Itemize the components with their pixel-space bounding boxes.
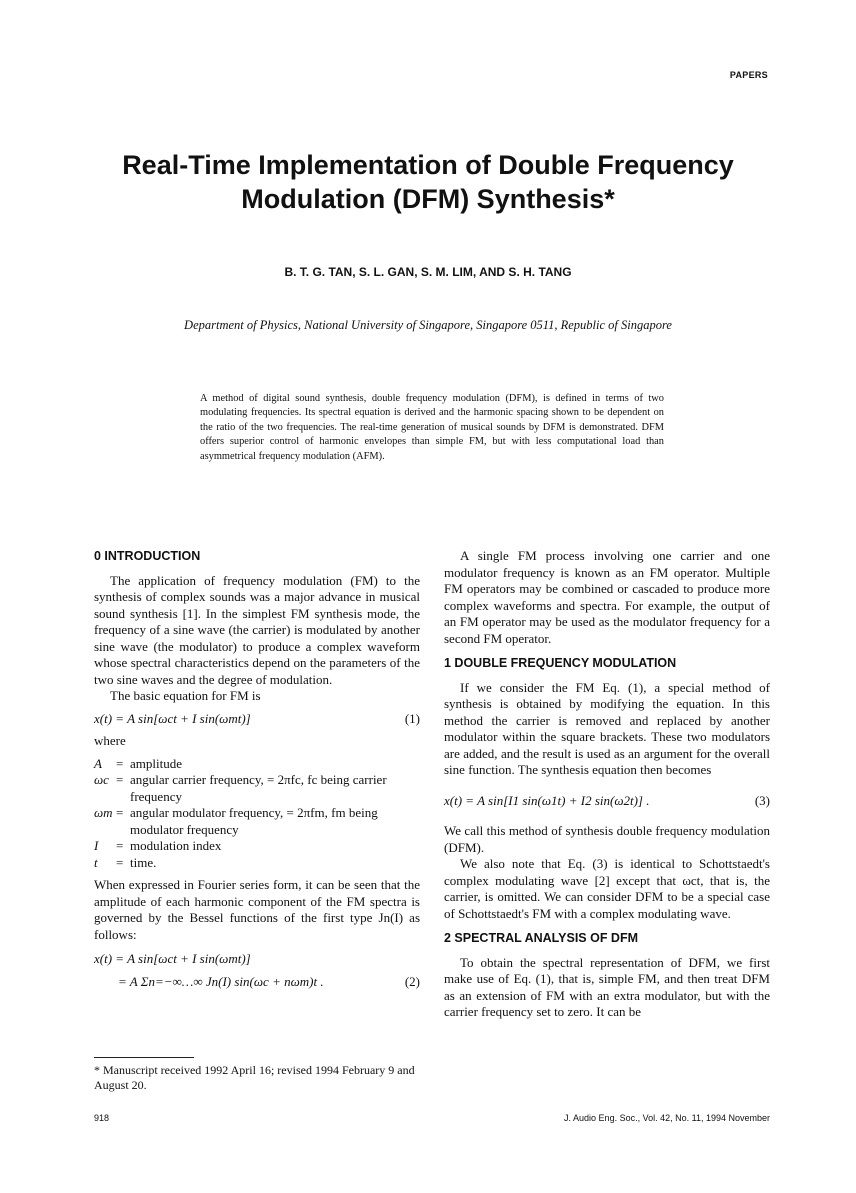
definition-symbol: ωm: [94, 805, 113, 820]
intro-paragraph-1: The application of frequency modulation (FM) to the synthesis of complex sounds was a major advance in musical sound synthesis [1]. In the simplest FM synthesis mode, the frequency of a sine wave (the carrier) is modulated by another sine wave (the modulator) to produce a complex waveform whose spectral characteristics depend on the parameters of the two sine waves and the degree of modulation.: [94, 572, 420, 687]
equation-3-number: (3): [754, 792, 770, 808]
right-column: [444, 548, 770, 1021]
definition-item: [94, 756, 420, 773]
equation-2a: [94, 951, 420, 968]
definition-symbol: t: [94, 854, 98, 870]
definition-equals: =: [116, 755, 124, 771]
equation-1-number: (1): [404, 710, 420, 726]
definition-text: modulation index: [130, 838, 222, 853]
equation-1: [94, 711, 420, 728]
intro-paragraph-2: The basic equation for FM is: [110, 688, 261, 703]
right-paragraph-1: A single FM process involving one carrier and one modulator frequency is known as an FM operator. Multiple FM operators may be combined or cascaded to produce more complex waveforms and spectra. For example, the output of an FM operator may be used as the modulator frequency for a second FM operator.: [444, 548, 770, 646]
definition-text: angular modulator frequency, = 2πfm, fm being modulator frequency: [130, 805, 378, 837]
definition-item: [94, 855, 420, 872]
definition-equals: =: [116, 805, 124, 820]
section-heading-spectral: 2 SPECTRAL ANALYSIS OF DFM: [444, 931, 639, 945]
footnote-rule: [94, 1057, 194, 1058]
dfm-paragraph-3: We also note that Eq. (3) is identical to Schottstaedt's complex modulating wave [2] except that ωct, that is, the carrier, is omitted. We can consider DFM to be a special case of Schottstaedt's FM with a complex modulating wave.: [444, 856, 770, 921]
section-heading-dfm: 1 DOUBLE FREQUENCY MODULATION: [444, 656, 677, 670]
equation-2b-body: = A Σn=−∞…∞ Jn(I) sin(ωc + nωm)t .: [118, 973, 324, 989]
section-heading-introduction: 0 INTRODUCTION: [94, 549, 201, 563]
definition-symbol: I: [94, 838, 99, 853]
title-line-2: Modulation (DFM) Synthesis*: [241, 184, 615, 214]
dfm-paragraph-1: If we consider the FM Eq. (1), a special method of synthesis is obtained by modifying the equation. In this method the carrier is removed and replaced by another modulator within the square brackets. These two modulators are added, and the result is used as an argument for the overall sine function. The synthesis equation then becomes: [444, 679, 770, 777]
definition-item: [94, 805, 420, 838]
affiliation: Department of Physics, National University of Singapore, Singapore 0511, Republic of Singapore: [184, 318, 672, 332]
definition-text: amplitude: [130, 755, 182, 771]
page-number: 918: [94, 1113, 110, 1123]
journal-reference: J. Audio Eng. Soc., Vol. 42, No. 11, 1994 November: [564, 1113, 770, 1123]
definition-item: [94, 838, 420, 855]
equation-3-body: x(t) = A sin[I1 sin(ω1t) + I2 sin(ω2t)] .: [444, 792, 650, 808]
equation-2b: [94, 974, 420, 991]
paper-title: [60, 148, 796, 216]
equation-1-body: x(t) = A sin[ωct + I sin(ωmt)]: [94, 710, 251, 726]
where-label: where: [94, 733, 126, 748]
definition-symbol: ωc: [94, 772, 109, 787]
footnote: * Manuscript received 1992 April 16; revised 1994 February 9 and August 20.: [94, 1063, 415, 1092]
definition-equals: =: [116, 838, 124, 853]
intro-paragraph-3: When expressed in Fourier series form, it can be seen that the amplitude of each harmonic component of the FM spectra is governed by the Bessel functions of the first type Jn(I) as follows:: [94, 877, 420, 942]
definition-symbol: A: [94, 755, 102, 771]
definition-equals: =: [116, 854, 124, 870]
equation-2-number: (2): [404, 973, 420, 989]
definition-text: angular carrier frequency, = 2πfc, fc being carrier frequency: [130, 772, 387, 804]
running-head: PAPERS: [729, 70, 768, 80]
authors: B. T. G. TAN, S. L. GAN, S. M. LIM, AND S. H. TANG: [284, 265, 572, 279]
abstract: A method of digital sound synthesis, double frequency modulation (DFM), is defined in terms of two modulating frequencies. Its spectral equation is derived and the harmonic spacing shown to be dependent on the ratio of the two frequencies. The real-time generation of musical sounds by DFM is demonstrated. DFM offers superior control of harmonic envelopes than simple FM, but with less computational load than asymmetrical frequency modulation (AFM).: [200, 393, 664, 462]
equation-2a-body: x(t) = A sin[ωct + I sin(ωmt)]: [94, 951, 251, 966]
definition-list: [94, 756, 420, 872]
spectral-paragraph-1: To obtain the spectral representation of DFM, we first make use of Eq. (1), that is, simple FM, and then treat DFM as an extension of FM with an extra modulator, but with the carrier frequency set to zero. It can be: [444, 954, 770, 1019]
dfm-paragraph-2: We call this method of synthesis double frequency modulation (DFM).: [444, 823, 770, 855]
title-line-1: Real-Time Implementation of Double Frequency: [122, 150, 734, 180]
equation-3: [444, 793, 770, 810]
definition-text: time.: [130, 854, 157, 870]
definition-item: [94, 772, 420, 805]
left-column: [94, 548, 420, 996]
definition-equals: =: [116, 772, 124, 787]
